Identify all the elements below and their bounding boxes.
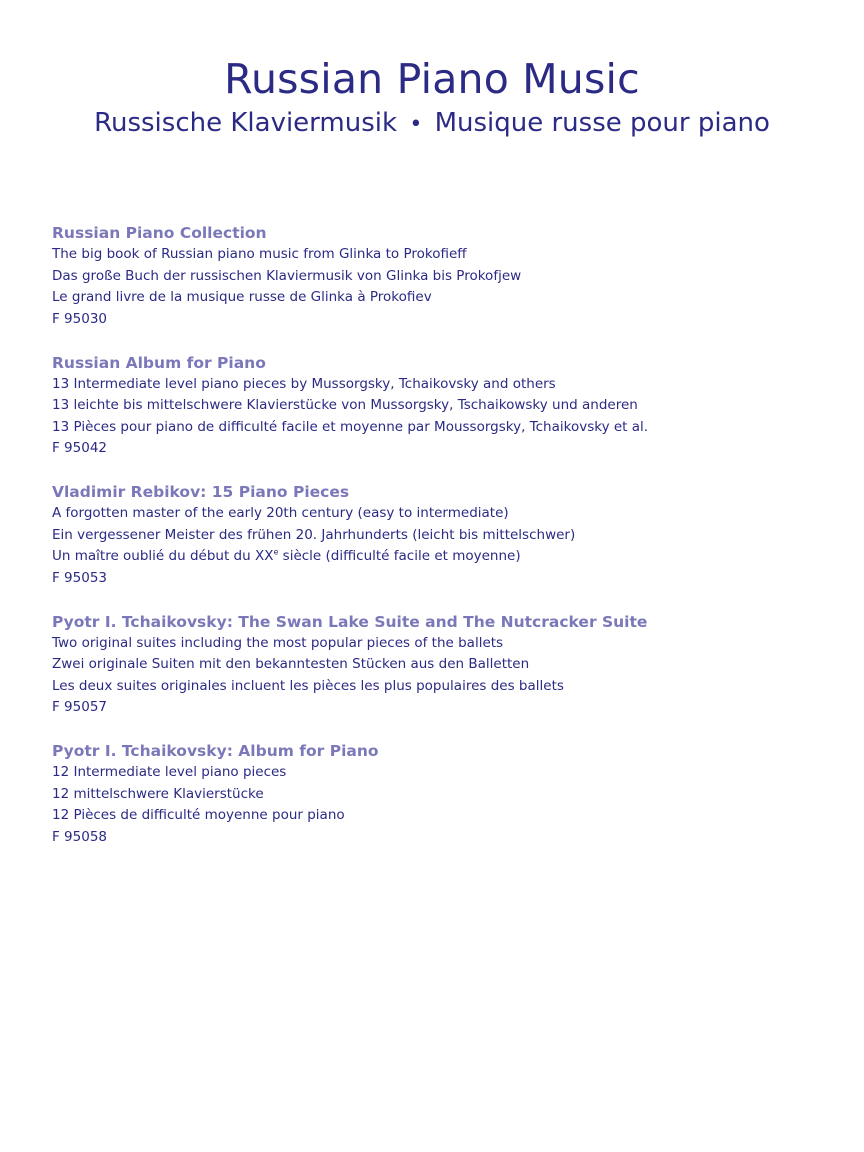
entry-description-fr: Les deux suites originales incluent les pièces les plus populaires des ballets	[52, 677, 564, 694]
page-title: Russian Piano Music	[224, 55, 640, 103]
entry-description-fr: 13 Pièces pour piano de difficulté facile et moyenne par Moussorgsky, Tchaikovsky et al.	[52, 418, 649, 435]
catalog-entry	[52, 352, 832, 460]
superscript-e: e	[273, 547, 279, 557]
page-subtitle	[0, 106, 864, 142]
subtitle-german: Russische Klaviermusik	[94, 108, 398, 138]
entry-title: Russian Album for Piano	[52, 353, 266, 372]
entry-catalog-number: F 95030	[52, 310, 108, 327]
entry-description-fr: 12 Pièces de difficulté moyenne pour piano	[52, 807, 345, 823]
entry-description-de: Das große Buch der russischen Klaviermusik von Glinka bis Prokofjew	[52, 267, 522, 284]
entry-description-de: 12 mittelschwere Klavierstücke	[52, 785, 264, 802]
entry-catalog-number: F 95053	[52, 569, 108, 586]
entry-description-en: 12 Intermediate level piano pieces	[52, 764, 287, 780]
catalog-entry	[52, 222, 832, 330]
entry-description-en: The big book of Russian piano music from Glinka to Prokofieff	[52, 246, 467, 262]
entry-title: Vladimir Rebikov: 15 Piano Pieces	[52, 483, 350, 501]
entry-description-en: A forgotten master of the early 20th century (easy to intermediate)	[52, 505, 509, 521]
entry-description-de: Ein vergessener Meister des frühen 20. Jahrhunderts (leicht bis mittelschwer)	[52, 526, 576, 543]
entry-description-en: Two original suites including the most popular pieces of the ballets	[52, 634, 504, 651]
entry-catalog-number: F 95042	[52, 440, 108, 456]
entry-catalog-number: F 95058	[52, 828, 108, 845]
entry-description-fr-end: siècle (difficulté facile et moyenne)	[278, 548, 521, 564]
entry-description-fr: Le grand livre de la musique russe de Glinka à Prokofiev	[52, 289, 432, 305]
entry-title: Pyotr I. Tchaikovsky: The Swan Lake Suite and The Nutcracker Suite	[52, 612, 648, 631]
page-header	[0, 54, 864, 142]
entry-catalog-number: F 95057	[52, 699, 108, 715]
catalog-entry	[52, 740, 832, 848]
catalog-entry	[52, 611, 832, 719]
entry-description-en: 13 Intermediate level piano pieces by Mussorgsky, Tchaikovsky and others	[52, 375, 556, 392]
subtitle-french: Musique russe pour piano	[434, 108, 770, 138]
entry-title: Russian Piano Collection	[52, 224, 267, 242]
subtitle-separator: •	[409, 112, 423, 137]
entry-description-de: Zwei originale Suiten mit den bekanntesten Stücken aus den Balletten	[52, 656, 530, 672]
entry-description-de: 13 leichte bis mittelschwere Klavierstücke von Mussorgsky, Tschaikowsky und anderen	[52, 397, 638, 413]
catalog-entry	[52, 481, 832, 589]
entry-description-fr-start: Un maître oublié du début du XX	[52, 548, 274, 564]
catalog-list	[52, 222, 832, 870]
entry-description-fr	[52, 546, 832, 568]
entry-title: Pyotr I. Tchaikovsky: Album for Piano	[52, 742, 379, 760]
